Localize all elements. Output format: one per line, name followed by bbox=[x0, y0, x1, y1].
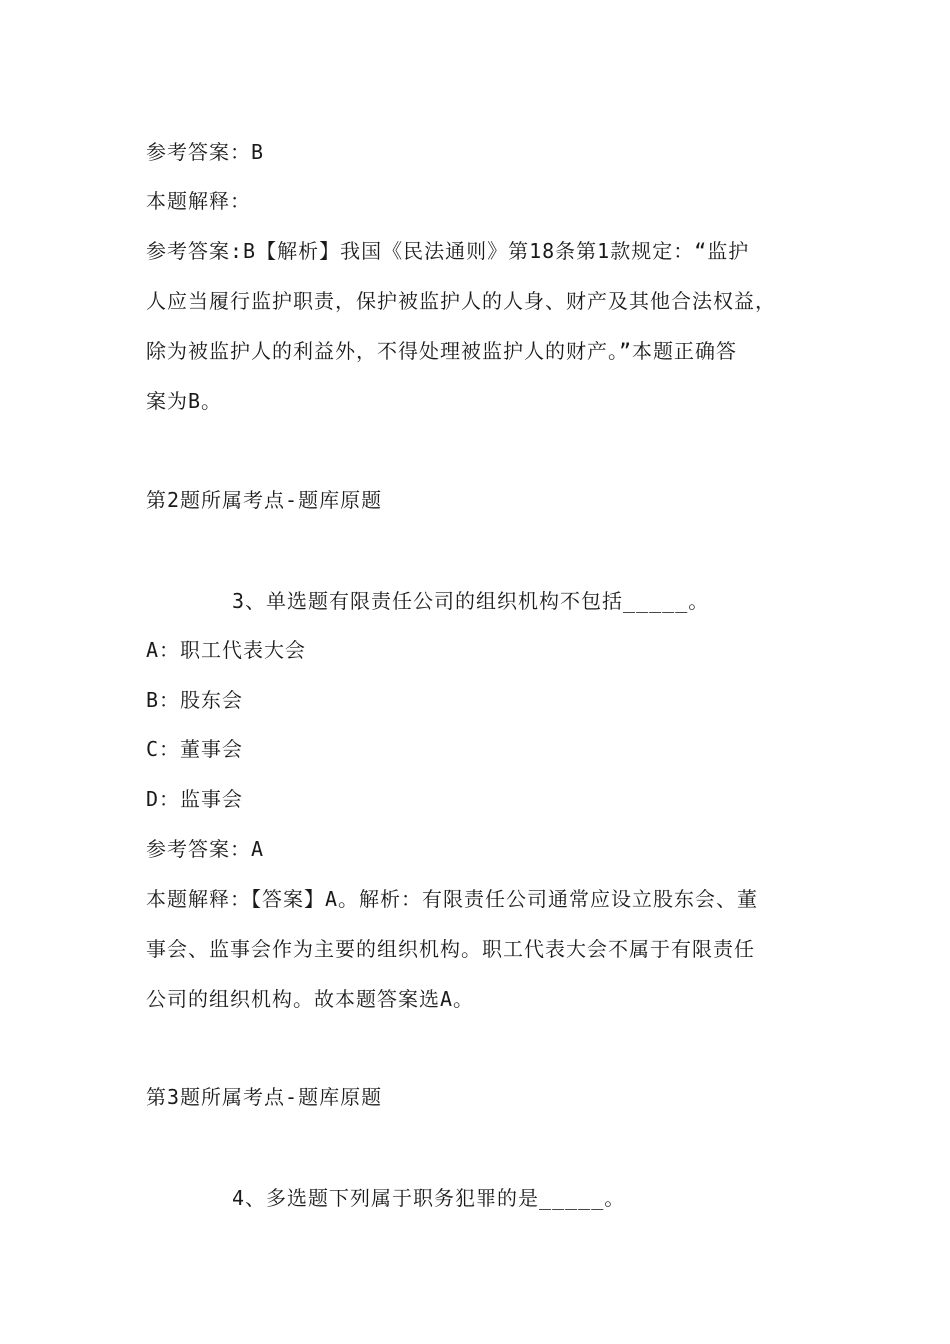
q3-option-d: D：监事会 bbox=[146, 787, 244, 811]
q2-source: 第2题所属考点-题库原题 bbox=[146, 488, 383, 512]
q2-explain-line: 除为被监护人的利益外，不得处理被监护人的财产。”本题正确答 bbox=[146, 339, 738, 363]
q2-explain-line: 参考答案:B【解析】我国《民法通则》第18条第1款规定：“监护 bbox=[146, 239, 750, 263]
q3-answer: 参考答案：A bbox=[146, 837, 265, 861]
q2-explain-label: 本题解释： bbox=[146, 189, 251, 213]
q2-explain-line: 人应当履行监护职责，保护被监护人的人身、财产及其他合法权益， bbox=[146, 289, 776, 313]
q3-option-c: C：董事会 bbox=[146, 737, 244, 761]
q4-question: 4、多选题下列属于职务犯罪的是_____。 bbox=[232, 1186, 626, 1210]
q3-source: 第3题所属考点-题库原题 bbox=[146, 1085, 383, 1109]
q3-question: 3、单选题有限责任公司的组织机构不包括_____。 bbox=[232, 589, 710, 613]
q3-option-a: A：职工代表大会 bbox=[146, 638, 307, 662]
q3-explain-line: 事会、监事会作为主要的组织机构。职工代表大会不属于有限责任 bbox=[146, 937, 755, 961]
q2-explain-line: 案为B。 bbox=[146, 389, 223, 413]
q3-explain-line: 本题解释：【答案】A。解析：有限责任公司通常应设立股东会、董 bbox=[146, 887, 759, 911]
q2-answer: 参考答案：B bbox=[146, 140, 265, 164]
q3-explain-line: 公司的组织机构。故本题答案选A。 bbox=[146, 987, 475, 1011]
q3-option-b: B：股东会 bbox=[146, 688, 244, 712]
